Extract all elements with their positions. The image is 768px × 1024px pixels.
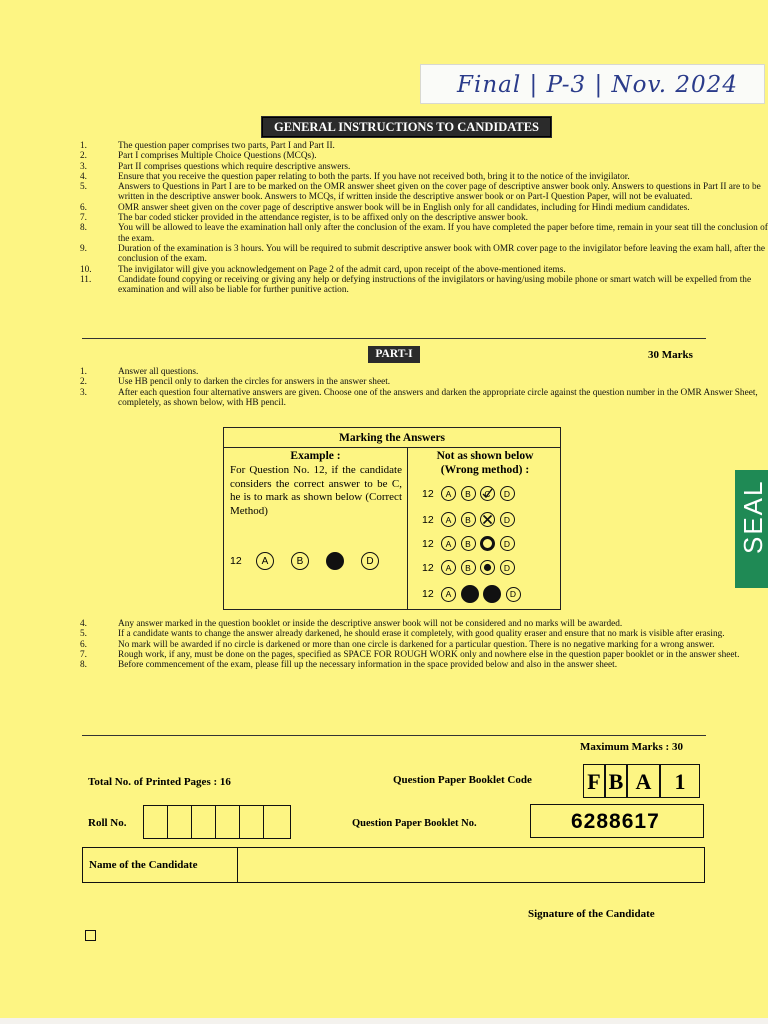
roll-no-cell[interactable] [167, 805, 192, 839]
instruction-text: After each question four alternative answers are given. Choose one of the answers and darken the appropriate circle against the question number in the OMR Answer Sheet, completely, as shown below, with HB pencil. [118, 387, 758, 408]
maximum-marks: Maximum Marks : 30 [580, 741, 683, 753]
instruction-text: Ensure that you receive the question paper relating to both the parts. If you have not received both, bring it to the notice of the invigilator. [118, 171, 630, 182]
instruction-text: Answers to Questions in Part I are to be marked on the OMR answer sheet given on the cover page of descriptive answer book only. Answers to questions in Part II are to be written in the descriptive answer book. Answers to MCQs, if written inside the descriptive answer book or on Part-I Question Paper, will not be evaluated. [118, 182, 761, 203]
option-b-bubble: B [291, 552, 309, 570]
option-d-bubble: D [361, 552, 379, 570]
instruction-item [80, 162, 768, 172]
cross-mark-icon [480, 512, 495, 527]
instruction-item [80, 275, 768, 296]
instruction-text: OMR answer sheet given on the cover page of descriptive answer book will be in English only for all candidates, including for Hindi medium candidates. [118, 202, 690, 213]
instruction-number: 8. [80, 223, 87, 234]
instruction-text: Use HB pencil only to darken the circles for answers in the answer sheet. [118, 377, 391, 388]
instruction-text: Answer all questions. [118, 367, 199, 377]
instruction-number: 2. [80, 377, 87, 388]
instruction-number: 6. [80, 202, 87, 213]
handwritten-label: Final | P-3 | Nov. 2024 [420, 64, 765, 104]
instruction-number: 10. [80, 264, 92, 275]
booklet-code-cell: 1 [660, 764, 700, 798]
partial-fill-icon [480, 560, 495, 575]
instruction-number: 8. [80, 660, 87, 671]
tick-mark-icon: C [480, 486, 495, 501]
instruction-item [80, 388, 768, 409]
part-i-more-instructions [80, 619, 739, 670]
candidate-name-label: Name of the Candidate [89, 859, 198, 871]
instruction-number: 1. [80, 367, 87, 377]
instruction-text: You will be allowed to leave the examination hall only after the conclusion of the exam. If you have completed the paper before time, remain in your seat till the conclusion of the exam. [118, 223, 768, 244]
instruction-item [80, 172, 768, 182]
instruction-item [80, 203, 768, 213]
wrong-row-cross: 12 A B D [422, 512, 519, 527]
checkbox[interactable] [85, 930, 96, 941]
instruction-number: 5. [80, 629, 87, 640]
instruction-number: 5. [80, 182, 87, 193]
candidate-name-box [82, 847, 705, 883]
wrong-row-double: 12 A D [422, 585, 525, 603]
booklet-code-label: Question Paper Booklet Code [393, 774, 532, 786]
marking-answers-title: Marking the Answers [224, 428, 560, 448]
instruction-text: Candidate found copying or receiving or giving any help or defying instructions of the invigilators or having/using mobile phone or smart watch will be expelled from the examination and will also be liable for further punitive action. [118, 274, 752, 296]
instruction-number: 7. [80, 213, 87, 224]
instruction-item [80, 182, 768, 203]
divider [82, 735, 706, 736]
roll-no-cell[interactable] [191, 805, 216, 839]
instruction-number: 9. [80, 243, 87, 254]
roll-no-cell[interactable] [143, 805, 168, 839]
part-i-instructions-list [80, 367, 768, 408]
instruction-item [80, 213, 768, 223]
instruction-item [80, 367, 768, 377]
instruction-item [80, 619, 739, 629]
instruction-number: 6. [80, 639, 87, 650]
seal-tab: SEAL [735, 470, 768, 588]
wrong-row-tick: 12 A B C D [422, 486, 519, 501]
general-instructions-list [80, 141, 768, 295]
instruction-text: Part II comprises questions which require descriptive answers. [118, 161, 351, 172]
instruction-item [80, 640, 739, 650]
signature-label: Signature of the Candidate [528, 908, 655, 920]
option-c-bubble-filled [326, 552, 344, 570]
instruction-text: Part I comprises Multiple Choice Questions (MCQs). [118, 151, 317, 162]
part-i-heading: PART-I [368, 346, 420, 363]
instruction-text: Any answer marked in the question booklet or inside the descriptive answer book will not be considered and no marks will be awarded. [118, 619, 623, 629]
instruction-item [80, 223, 768, 244]
wrong-method-heading: Not as shown below (Wrong method) : [436, 450, 534, 476]
booklet-code-cell: F [583, 764, 605, 798]
option-a-bubble: A [256, 552, 274, 570]
roll-no-cell[interactable] [215, 805, 240, 839]
roll-no-label: Roll No. [88, 817, 127, 829]
example-heading: Example : [290, 450, 341, 462]
booklet-no-label: Question Paper Booklet No. [352, 818, 477, 829]
divider [82, 338, 706, 339]
booklet-number: 6288617 [530, 804, 704, 838]
thick-ring-icon [480, 536, 495, 551]
instruction-number: 4. [80, 619, 87, 629]
total-pages: Total No. of Printed Pages : 16 [88, 776, 231, 788]
part-i-marks: 30 Marks [648, 349, 693, 361]
instruction-item [80, 141, 768, 151]
wrong-row-dot: 12 A B D [422, 560, 519, 575]
instruction-number: 3. [80, 387, 87, 398]
instruction-text: The bar coded sticker provided in the attendance register, is to be affixed only on the descriptive answer book. [118, 213, 528, 224]
booklet-code-cell: B [605, 764, 627, 798]
instruction-text: If a candidate wants to change the answer already darkened, he should erase it completely, with good quality eraser and ensure that no mark is visible after erasing. [118, 629, 725, 640]
instruction-text: Before commencement of the exam, please fill up the necessary information in the space provided below and also in the answer sheet. [118, 660, 618, 671]
instruction-text: Duration of the examination is 3 hours. You will be required to submit descriptive answer book with OMR cover page to the invigilator before leaving the exam hall, after the conclusion of the exam. [118, 243, 766, 265]
instruction-item [80, 660, 739, 670]
correct-example-row: 12 A B D [230, 552, 396, 570]
instruction-number: 3. [80, 161, 87, 172]
instruction-item [80, 377, 768, 387]
instruction-text: Rough work, if any, must be done on the pages, specified as SPACE FOR ROUGH WORK only and nowhere else in the question paper booklet or in the answer sheet. [118, 649, 740, 660]
marking-answers-box [223, 427, 561, 610]
instruction-item [80, 151, 768, 161]
example-text: For Question No. 12, if the candidate considers the correct answer to be C, he is to mark as shown below (Correct Method) [230, 464, 402, 517]
instruction-number: 1. [80, 141, 87, 151]
instruction-text: No mark will be awarded if no circle is darkened or more than one circle is darkened for a particular question. There is no negative marking for a wrong answer. [118, 639, 715, 650]
wrong-row-ring: 12 A B D [422, 536, 519, 551]
roll-no-cell[interactable] [263, 805, 291, 839]
instruction-item [80, 265, 768, 275]
instruction-item [80, 629, 739, 639]
instruction-text: The question paper comprises two parts, Part I and Part II. [118, 141, 335, 151]
instruction-item [80, 244, 768, 265]
booklet-code-cell: A [627, 764, 660, 798]
instruction-number: 7. [80, 649, 87, 660]
candidate-name-field[interactable] [238, 848, 704, 882]
roll-no-cell[interactable] [239, 805, 264, 839]
instruction-number: 11. [80, 274, 92, 285]
instruction-item [80, 650, 739, 660]
general-instructions-heading: GENERAL INSTRUCTIONS TO CANDIDATES [262, 117, 551, 137]
instruction-text: The invigilator will give you acknowledgement on Page 2 of the admit card, upon receipt of the above-mentioned items. [118, 264, 566, 275]
instruction-number: 4. [80, 171, 87, 182]
instruction-number: 2. [80, 151, 87, 162]
